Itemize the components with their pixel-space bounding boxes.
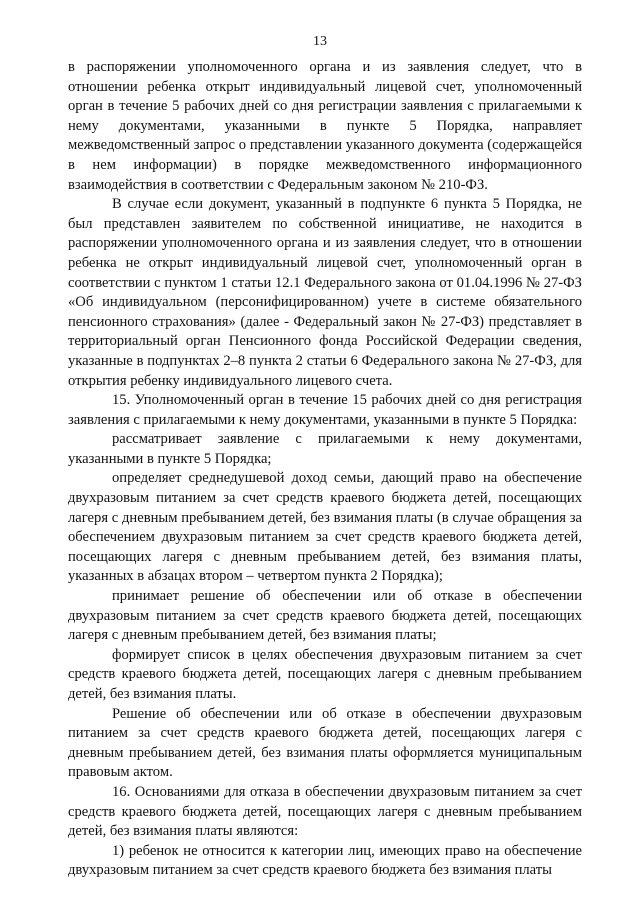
paragraph-clause-16: 16. Основаниями для отказа в обеспечении двухразовым питанием за счет средств краевого бюджета детей, посещающих лагеря с дневным пребыванием детей, без взимания платы являются: xyxy=(68,783,582,840)
paragraph-determines-income: определяет среднедушевой доход семьи, дающий право на обеспечение двухразовым питанием за счет средств краевого бюджета детей, посещающих лагеря с дневным пребыванием детей, без взимания платы (в случае обращения за обеспечением двухразовым питанием за счет средств краевого бюджета детей, посещающих лагеря с дневным пребыванием детей, без взимания платы, указанных в абзацах втором – четвертом пункта 2 Порядка); xyxy=(68,470,582,585)
paragraph-continuation: в распоряжении уполномоченного органа и из заявления следует, что в отношении ребенка открыт индивидуальный лицевой счет, уполномоченный орган в течение 5 рабочих дней со дня регистрации заявления с прилагаемыми к нему документами, указанными в пункте 5 Порядка, направляет межведомственный запрос о представлении указанного документа (содержащейся в нем информации) в порядке межведомственного информационного взаимодействия в соответствии с Федеральным законом № 210-ФЗ. xyxy=(68,59,582,193)
paragraph-makes-decision: принимает решение об обеспечении или об отказе в обеспечении двухразовым питанием за счет средств краевого бюджета детей, посещающих лагеря с дневным пребыванием детей, без взимания платы; xyxy=(68,588,582,644)
page-number: 13 xyxy=(313,34,327,49)
paragraph-reviews-application: рассматривает заявление с прилагаемыми к нему документами, указанными в пункте 5 Порядка; xyxy=(68,431,582,467)
paragraph-subparagraph-6: В случае если документ, указанный в подпункте 6 пункта 5 Порядка, не был представлен заявителем по собственной инициативе, не находится в распоряжении уполномоченного органа и из заявления следует, что в отношении ребенка не открыт индивидуальный лицевой счет, уполномоченный орган в соответствии с пунктом 1 статьи 12.1 Федерального закона от 01.04.1996 № 27-ФЗ «Об индивидуальном (персонифицированном) учете в системе обязательного пенсионного страхования» (далее - Федеральный закон № 27-ФЗ) представляет в территориальный орган Пенсионного фонда Российской Федерации сведения, указанные в подпунктах 2–8 пункта 2 статьи 6 Федерального закона № 27-ФЗ, для открытия ребенку индивидуального лицевого счета. xyxy=(68,196,582,389)
paragraph-refusal-reason-1: 1) ребенок не относится к категории лиц, имеющих право на обеспечение двухразовым питанием за счет средств краевого бюджета без взимания платы xyxy=(68,842,582,879)
paragraph-clause-15: 15. Уполномоченный орган в течение 15 рабочих дней со дня регистрация заявления с прилагаемыми к нему документами, указанными в пункте 5 Порядка: xyxy=(68,392,582,428)
document-body xyxy=(68,58,582,881)
paragraph-decision-formalized: Решение об обеспечении или об отказе в обеспечении двухразовым питанием за счет средств краевого бюджета детей, посещающих лагеря с дневным пребыванием детей, без взимания платы оформляется муниципальным правовым актом. xyxy=(68,705,582,781)
paragraph-forms-list: формирует список в целях обеспечения двухразовым питанием за счет средств краевого бюджета детей, посещающих лагеря с дневным пребыванием детей, без взимания платы. xyxy=(68,646,582,702)
